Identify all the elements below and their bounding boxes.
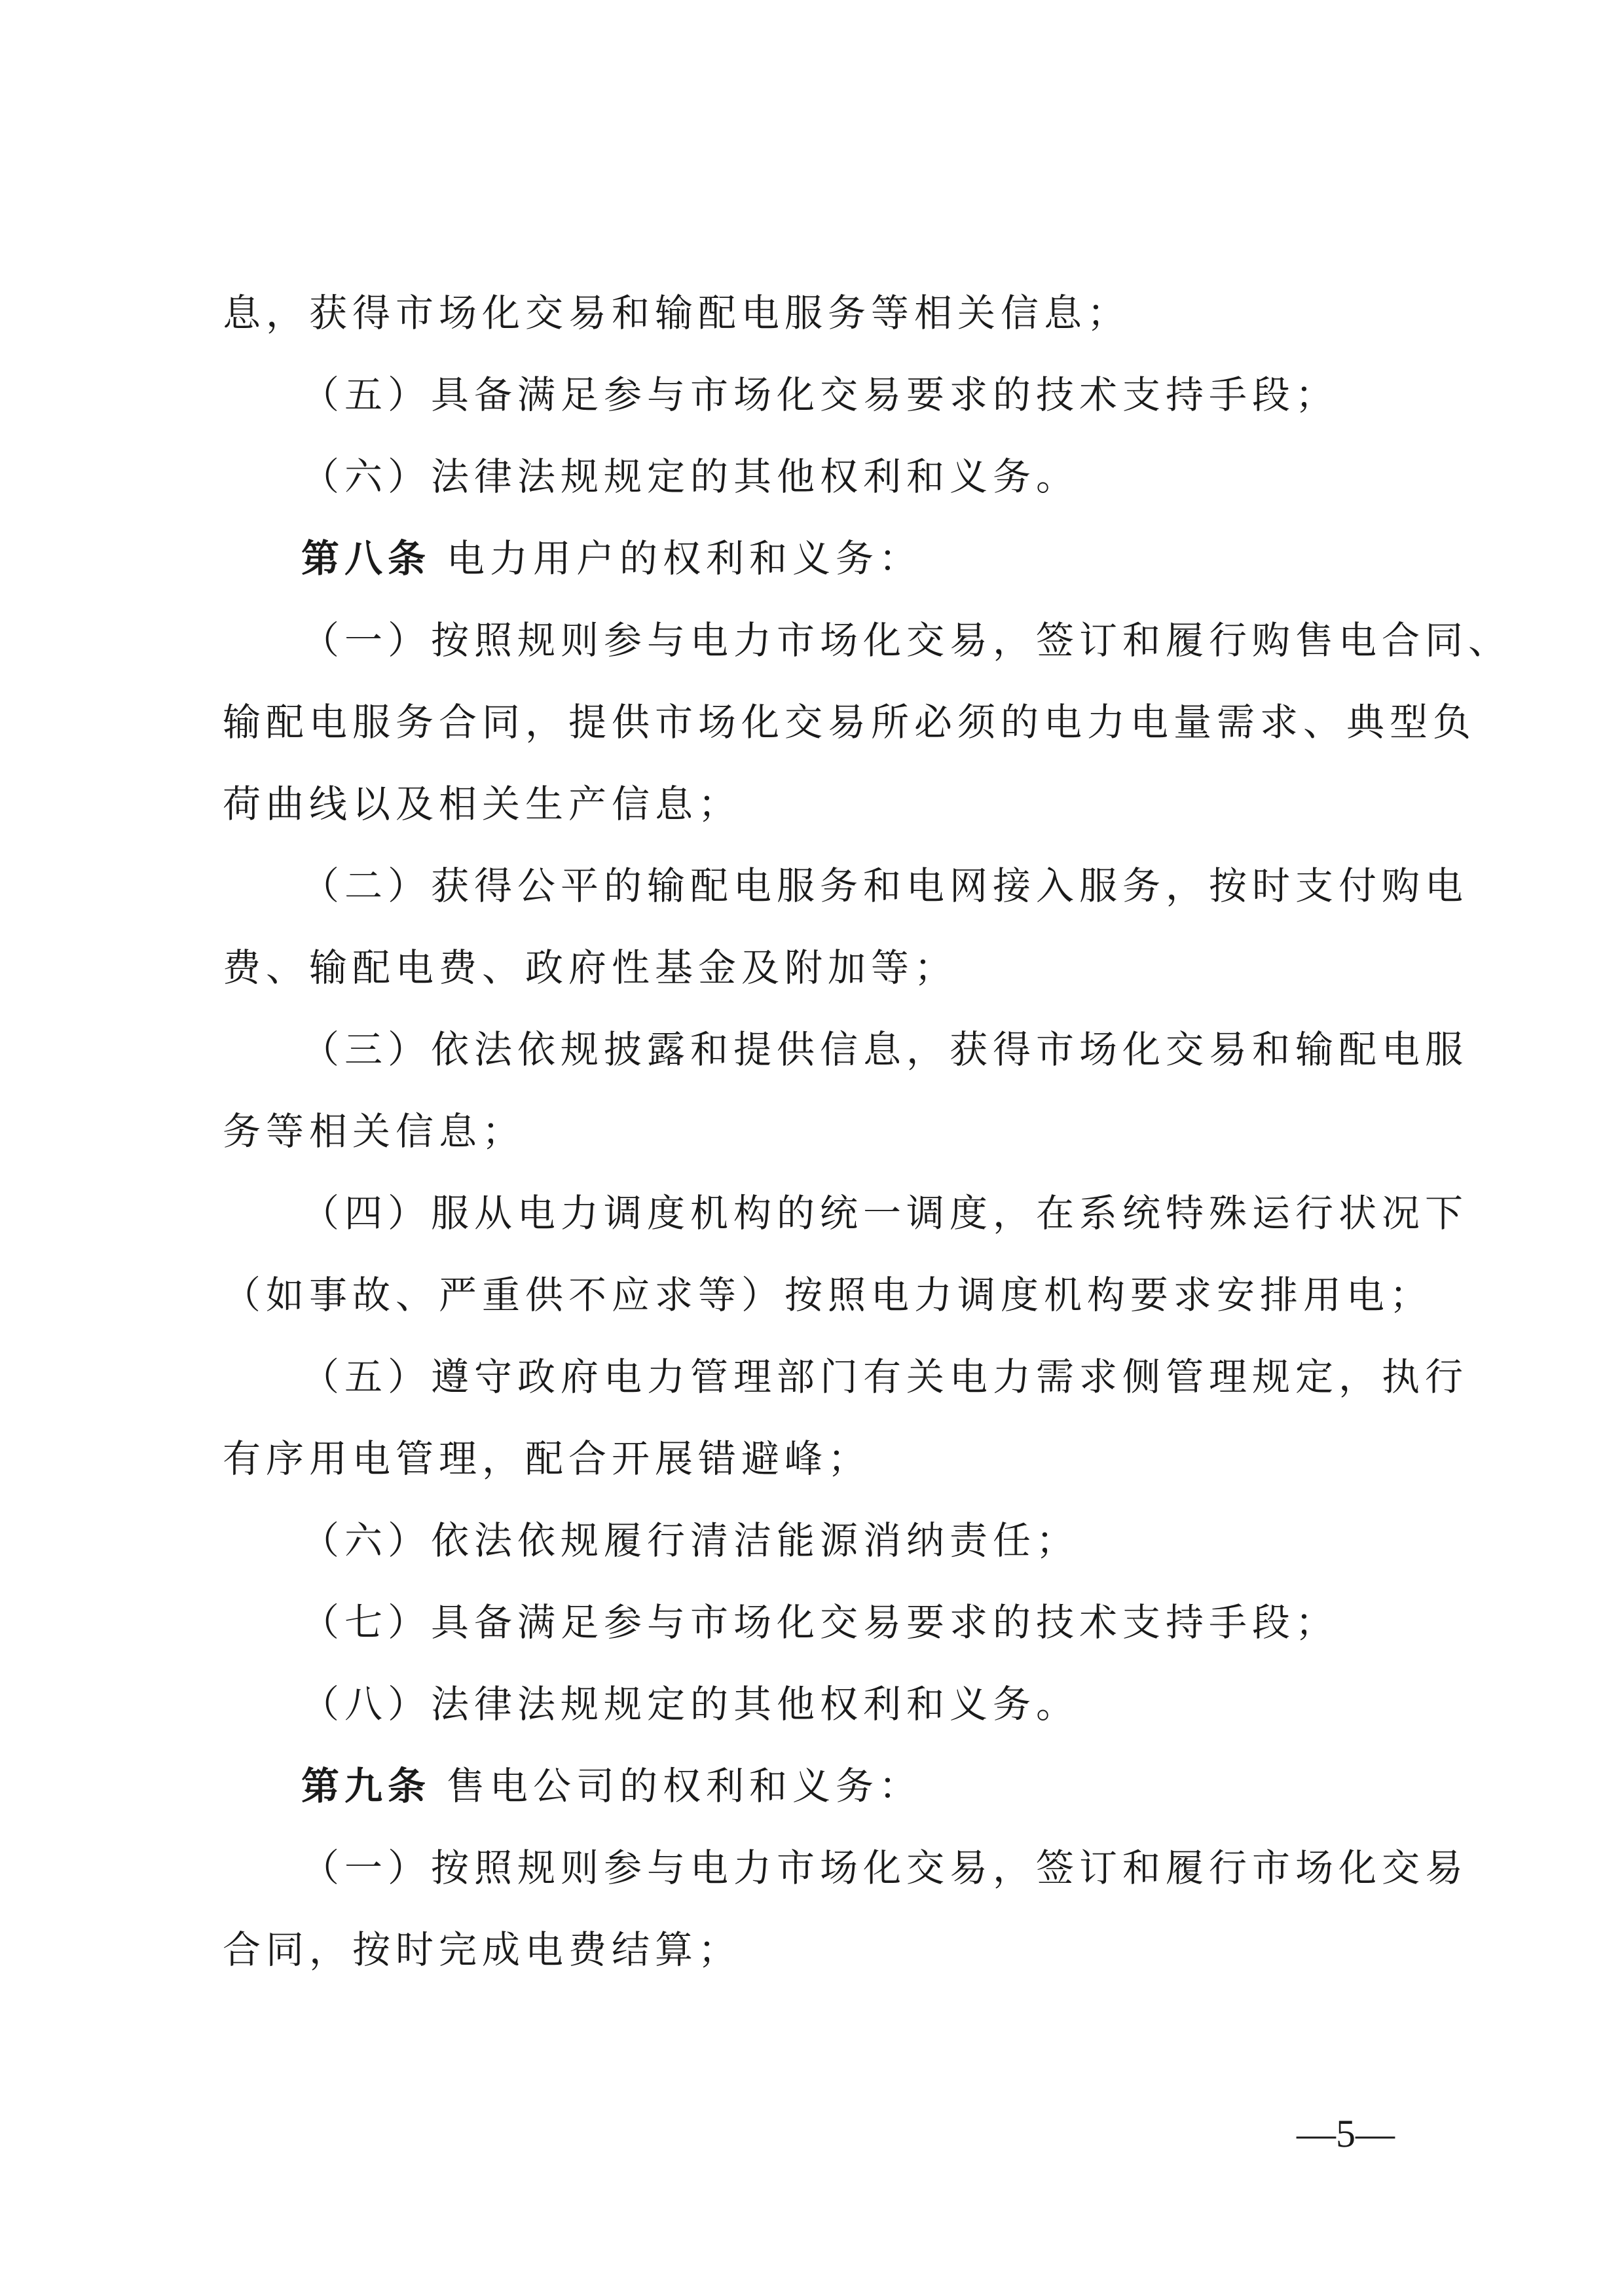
article-label: 第九条 (301, 1764, 432, 1808)
paragraph-line: 荷曲线以及相关生产信息； (223, 782, 742, 826)
paragraph-line: （七）具备满足参与市场化交易要求的技术支持手段； (301, 1600, 1339, 1645)
paragraph-line: 输配电服务合同，提供市场化交易所必须的电力电量需求、典型负 (223, 700, 1477, 744)
paragraph-line: （如事故、严重供不应求等）按照电力调度机构要求安排用电； (223, 1273, 1433, 1317)
paragraph-line: （六）法律法规规定的其他权利和义务。 (301, 454, 1080, 499)
page-number: —5— (1297, 2112, 1395, 2155)
paragraph-line: （二）获得公平的输配电服务和电网接入服务，按时支付购电 (301, 864, 1469, 908)
article-title: 售电公司的权利和义务： (447, 1764, 923, 1808)
article-label: 第八条 (301, 536, 432, 581)
paragraph-line: （一）按照规则参与电力市场化交易，签订和履行购售电合同、 (301, 618, 1512, 663)
paragraph-line: 费、输配电费、政府性基金及附加等； (223, 945, 958, 990)
page-body (223, 272, 1512, 1991)
article-title: 电力用户的权利和义务： (447, 536, 923, 581)
paragraph-line: （六）依法依规履行清洁能源消纳责任； (301, 1518, 1080, 1563)
paragraph-line: （八）法律法规规定的其他权利和义务。 (301, 1682, 1080, 1726)
article-heading-8 (223, 518, 1411, 600)
article-heading-9 (223, 1745, 1411, 1827)
paragraph-line: （一）按照规则参与电力市场化交易，签订和履行市场化交易 (301, 1846, 1469, 1890)
paragraph-line: （四）服从电力调度机构的统一调度，在系统特殊运行状况下 (301, 1191, 1469, 1235)
paragraph-line: 务等相关信息； (223, 1109, 526, 1154)
paragraph-line: 有序用电管理，配合开展错避峰； (223, 1436, 872, 1481)
paragraph-line: （五）遵守政府电力管理部门有关电力需求侧管理规定，执行 (301, 1355, 1469, 1399)
paragraph-line: （五）具备满足参与市场化交易要求的技术支持手段； (301, 373, 1339, 417)
paragraph-line: 合同，按时完成电费结算； (223, 1927, 742, 1972)
paragraph-line: （三）依法依规披露和提供信息，获得市场化交易和输配电服 (301, 1027, 1469, 1072)
paragraph-line: 息，获得市场化交易和输配电服务等相关信息； (223, 291, 1131, 335)
